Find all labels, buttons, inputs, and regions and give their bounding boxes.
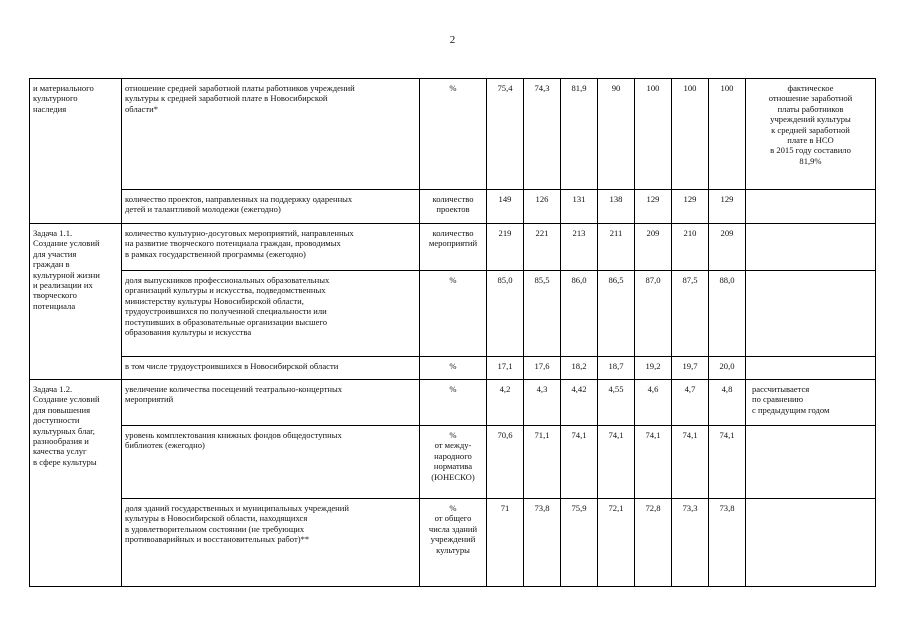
value-cell: 4,8 [709, 380, 746, 426]
table-row [30, 190, 876, 224]
table-row [30, 357, 876, 380]
value-cell: 73,3 [672, 499, 709, 587]
indicator-cell: отношение средней заработной платы работников учреждений культуры к средней заработной плате в Новосибирской области* [122, 79, 420, 190]
indicator-cell: доля зданий государственных и муниципальных учреждений культуры в Новосибирской области, находящихся в удовлетворительном состоянии (не требующих противоаварийных и восстановительных работ)** [122, 499, 420, 587]
value-cell: 81,9 [561, 79, 598, 190]
value-cell: 219 [487, 224, 524, 271]
unit-cell: % [420, 357, 487, 380]
value-cell: 138 [598, 190, 635, 224]
table-row [30, 79, 876, 190]
value-cell: 126 [524, 190, 561, 224]
note-cell: фактическое отношение заработной платы работников учреждений культуры к средней заработной плате в НСО в 2015 году составило 81,9% [746, 79, 876, 190]
value-cell: 72,8 [635, 499, 672, 587]
value-cell: 19,2 [635, 357, 672, 380]
value-cell: 209 [709, 224, 746, 271]
value-cell: 19,7 [672, 357, 709, 380]
value-cell: 75,4 [487, 79, 524, 190]
note-cell: рассчитывается по сравнению с предыдущим годом [746, 380, 876, 426]
value-cell: 86,5 [598, 271, 635, 357]
table-row [30, 426, 876, 499]
value-cell: 20,0 [709, 357, 746, 380]
value-cell: 18,7 [598, 357, 635, 380]
note-cell [746, 224, 876, 271]
value-cell: 87,5 [672, 271, 709, 357]
value-cell: 131 [561, 190, 598, 224]
value-cell: 209 [635, 224, 672, 271]
value-cell: 73,8 [524, 499, 561, 587]
value-cell: 210 [672, 224, 709, 271]
value-cell: 88,0 [709, 271, 746, 357]
note-cell [746, 190, 876, 224]
unit-cell: % [420, 79, 487, 190]
value-cell: 85,5 [524, 271, 561, 357]
note-cell [746, 357, 876, 380]
unit-cell: % от общего числа зданий учреждений культуры [420, 499, 487, 587]
value-cell: 87,0 [635, 271, 672, 357]
value-cell: 149 [487, 190, 524, 224]
value-cell: 129 [635, 190, 672, 224]
value-cell: 18,2 [561, 357, 598, 380]
value-cell: 85,0 [487, 271, 524, 357]
value-cell: 4,7 [672, 380, 709, 426]
value-cell: 17,6 [524, 357, 561, 380]
table-row [30, 380, 876, 426]
page-number: 2 [449, 34, 456, 46]
value-cell: 4,42 [561, 380, 598, 426]
unit-cell: количество мероприятий [420, 224, 487, 271]
value-cell: 100 [709, 79, 746, 190]
indicators-table [29, 78, 876, 587]
indicator-cell: количество проектов, направленных на поддержку одаренных детей и талантливой молодежи (ежегодно) [122, 190, 420, 224]
value-cell: 71,1 [524, 426, 561, 499]
unit-cell: % от между- народного норматива (ЮНЕСКО) [420, 426, 487, 499]
unit-cell: количество проектов [420, 190, 487, 224]
value-cell: 75,9 [561, 499, 598, 587]
task-cell: и материального культурного наследия [30, 79, 122, 224]
value-cell: 17,1 [487, 357, 524, 380]
value-cell: 73,8 [709, 499, 746, 587]
unit-cell: % [420, 380, 487, 426]
value-cell: 211 [598, 224, 635, 271]
value-cell: 71 [487, 499, 524, 587]
value-cell: 74,1 [561, 426, 598, 499]
value-cell: 213 [561, 224, 598, 271]
indicator-cell: количество культурно-досуговых мероприятий, направленных на развитие творческого потенциала граждан, проводимых в рамках государственной программы (ежегодно) [122, 224, 420, 271]
value-cell: 4,2 [487, 380, 524, 426]
value-cell: 74,3 [524, 79, 561, 190]
value-cell: 129 [672, 190, 709, 224]
task-cell: Задача 1.2. Создание условий для повышения доступности культурных благ, разнообразия и качества услуг в сфере культуры [30, 380, 122, 587]
note-cell [746, 271, 876, 357]
table-row [30, 499, 876, 587]
value-cell: 86,0 [561, 271, 598, 357]
value-cell: 4,6 [635, 380, 672, 426]
value-cell: 74,1 [635, 426, 672, 499]
value-cell: 129 [709, 190, 746, 224]
indicator-cell: доля выпускников профессиональных образовательных организаций культуры и искусства, подведомственных министерству культуры Новосибирской области, трудоустроившихся по полученной специальности или поступивших в образовательные организации высшего образования культуры и искусства [122, 271, 420, 357]
indicator-cell: уровень комплектования книжных фондов общедоступных библиотек (ежегодно) [122, 426, 420, 499]
value-cell: 74,1 [672, 426, 709, 499]
task-cell: Задача 1.1. Создание условий для участия граждан в культурной жизни и реализации их творческого потенциала [30, 224, 122, 380]
value-cell: 90 [598, 79, 635, 190]
value-cell: 74,1 [709, 426, 746, 499]
note-cell [746, 426, 876, 499]
table-row [30, 224, 876, 271]
value-cell: 74,1 [598, 426, 635, 499]
value-cell: 4,55 [598, 380, 635, 426]
table-row [30, 271, 876, 357]
unit-cell: % [420, 271, 487, 357]
value-cell: 4,3 [524, 380, 561, 426]
value-cell: 100 [635, 79, 672, 190]
indicator-cell: в том числе трудоустроившихся в Новосибирской области [122, 357, 420, 380]
value-cell: 70,6 [487, 426, 524, 499]
value-cell: 72,1 [598, 499, 635, 587]
indicator-cell: увеличение количества посещений театрально-концертных мероприятий [122, 380, 420, 426]
value-cell: 221 [524, 224, 561, 271]
note-cell [746, 499, 876, 587]
value-cell: 100 [672, 79, 709, 190]
